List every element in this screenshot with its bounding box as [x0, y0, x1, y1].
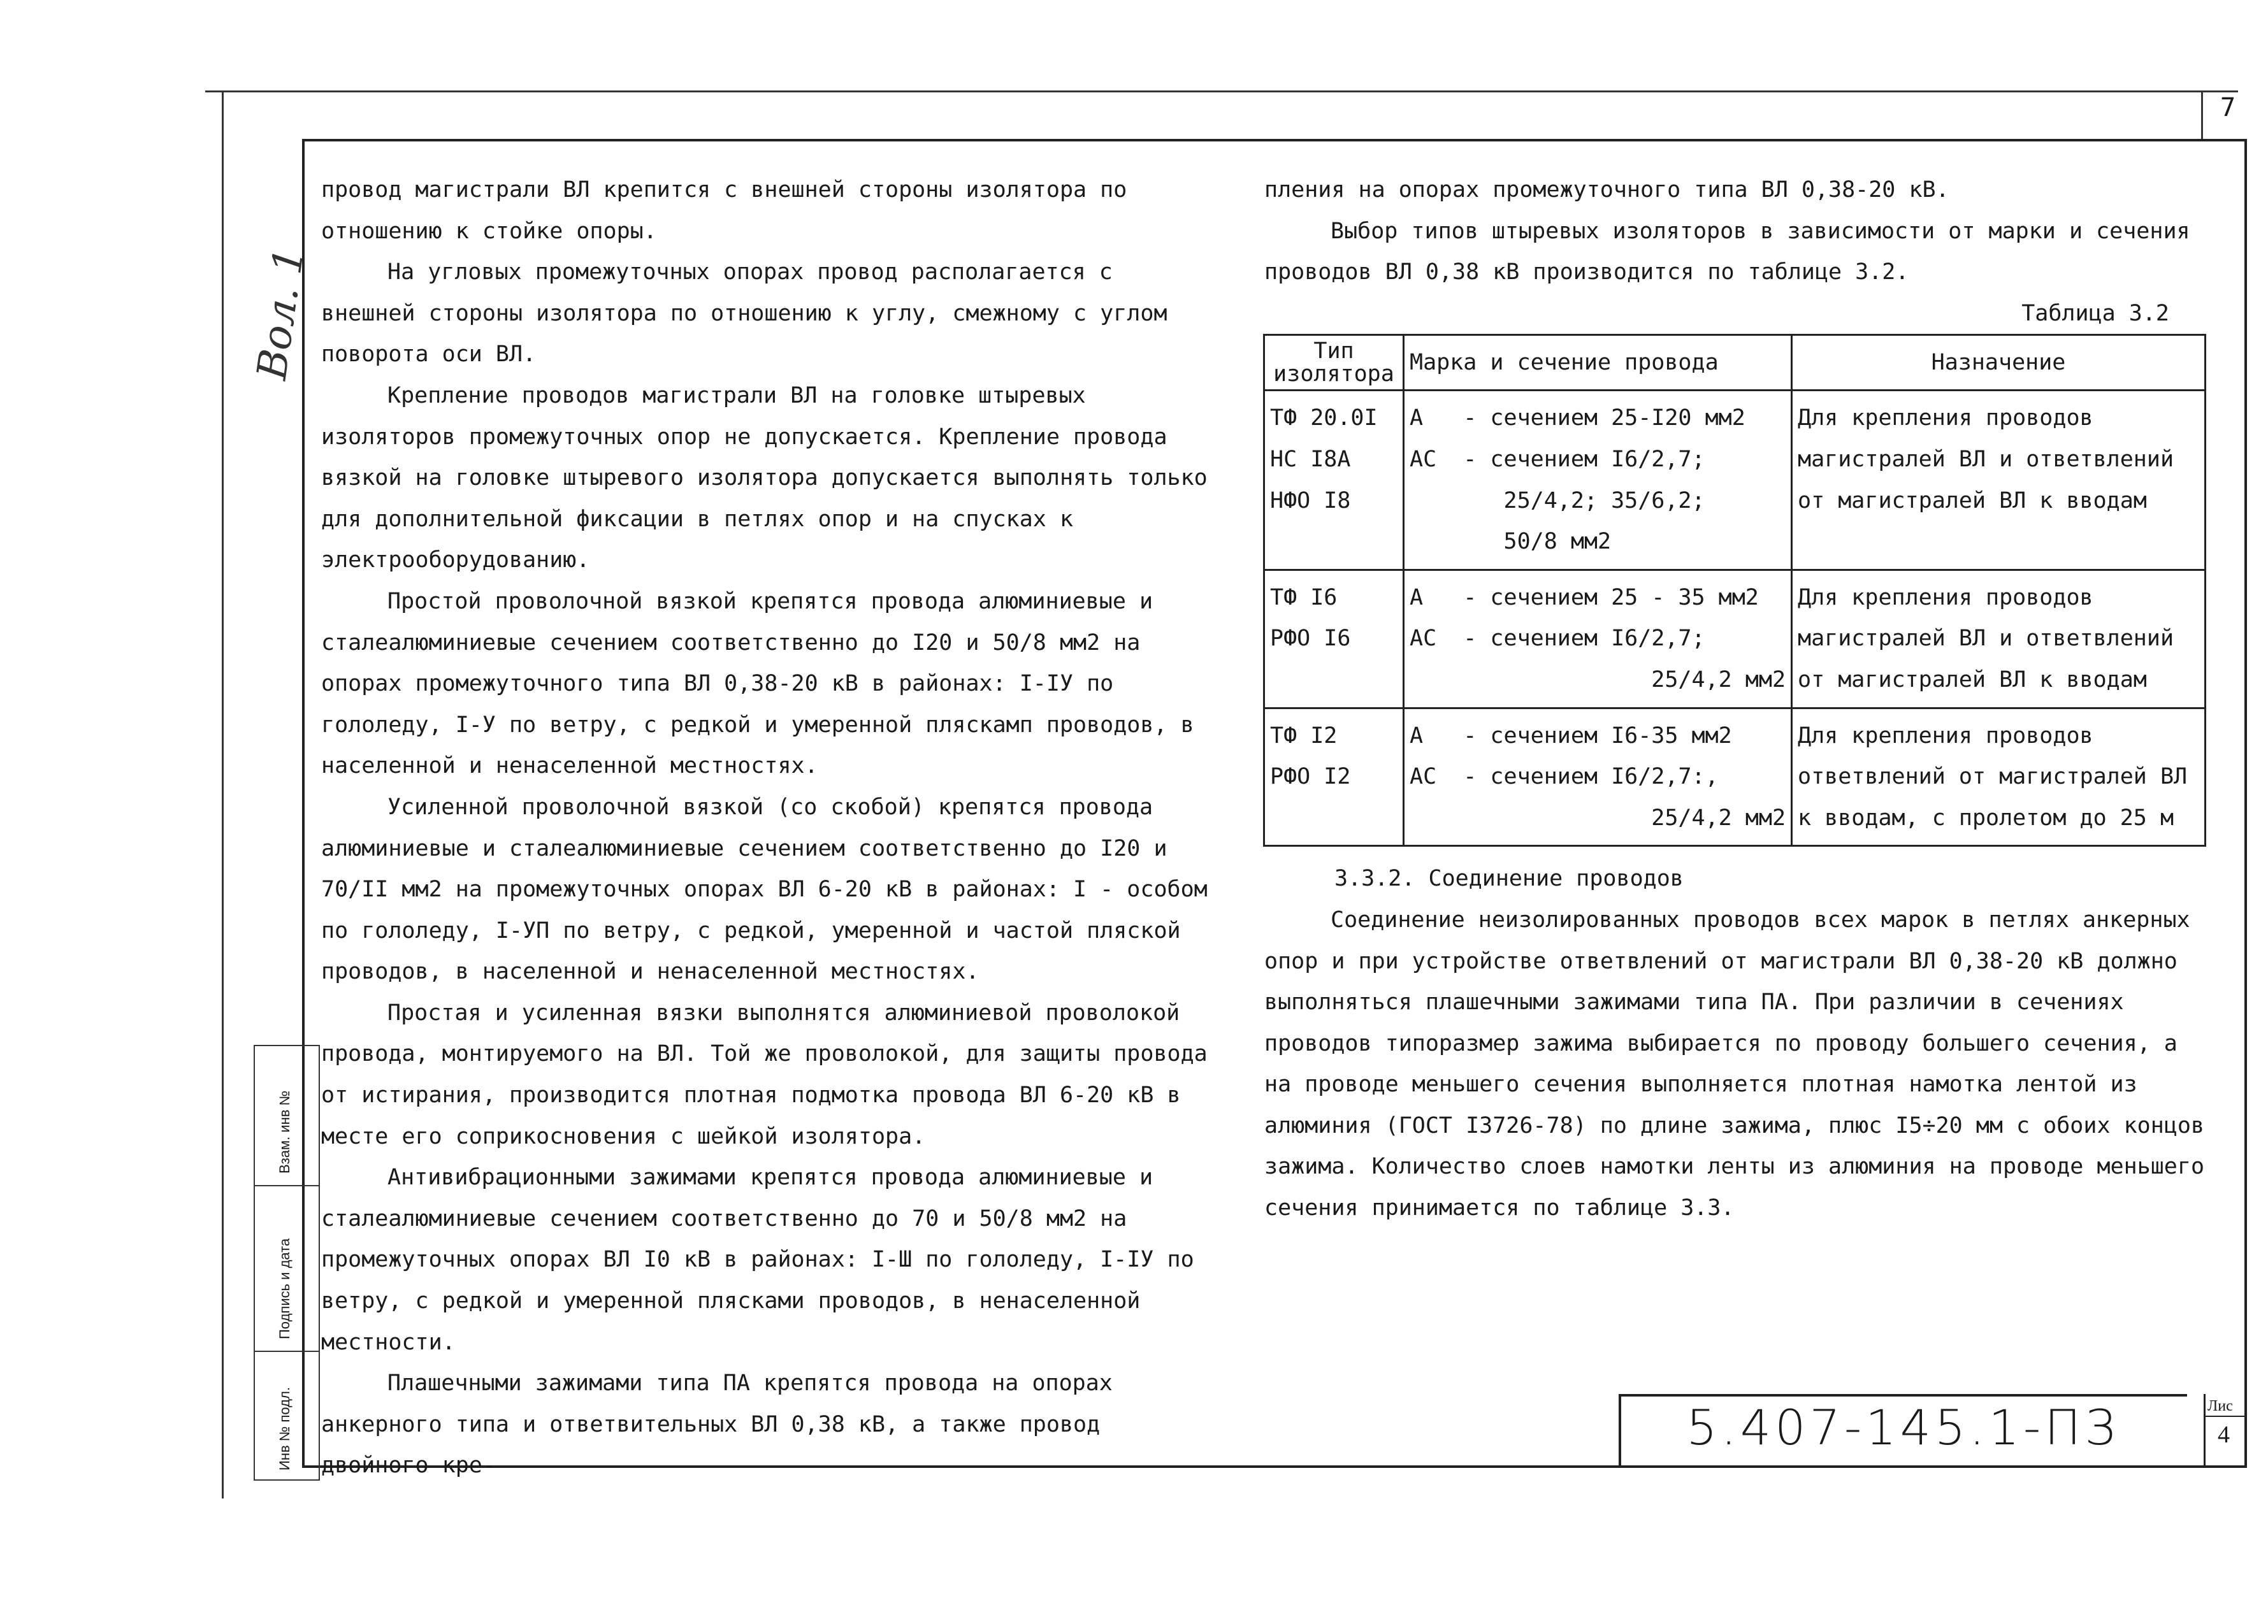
paragraph: Соединение неизолированных проводов всех марок в петлях анкерных опор и при устройстве ответвлений от магистрали ВЛ 0,38-20 кВ должно выполняться плашечными зажимами типа ПА. При различии в сечениях проводов типоразмер зажима выбирается по проводу большего сечения, а на проводе меньшего сечения выполняется плотная намотка лентой из алюминия (ГОСТ I3726-78) по длине зажима, плюс I5÷20 мм с обоих концов зажима. Количество слоев намотки ленты из алюминия на проводе меньшего сечения принимается по таблице 3.3.	[1264, 907, 2205, 1221]
paragraph: пления на опорах промежуточного типа ВЛ 0,38-20 кВ.	[1264, 177, 1949, 203]
table-header: Назначение	[1792, 335, 2206, 391]
side-stamp-label: Инв № подл.	[277, 1387, 293, 1470]
table-cell-type: ТФ I2 РФО I2	[1264, 708, 1404, 846]
table-header-row	[1264, 335, 2206, 391]
table-caption: Таблица 3.2	[2021, 300, 2169, 326]
paragraph: Простой проволочной вязкой крепятся провода алюминиевые и сталеалюминиевые сечением соответственно до I20 и 50/8 мм2 на опорах промежуточного типа ВЛ 0,38-20 кВ в районах: I-IУ по гололеду, I-У по ветру, с редкой и умеренной пляскамп проводов, в населенной и ненаселенной местностях.	[321, 588, 1194, 779]
sheet-label: Лис	[2207, 1398, 2233, 1414]
table-cell-purpose: Для крепления проводов ответвлений от магистралей ВЛ к вводам, с пролетом до 25 м	[1792, 708, 2206, 846]
sheet-box-divider	[2204, 1416, 2247, 1417]
page-number-box-divider	[2201, 90, 2203, 139]
paragraph: провод магистрали ВЛ крепится с внешней стороны изолятора по отношению к стойке опоры.	[321, 177, 1127, 244]
paragraph: Антивибрационными зажимами крепятся провода алюминиевые и сталеалюминиевые сечением соответственно до 70 и 50/8 мм2 на промежуточных опорах ВЛ I0 кВ в районах: I-Ш по гололеду, I-IУ по ветру, с редкой и умеренной плясками проводов, в ненаселенной местности.	[321, 1165, 1194, 1355]
table-header: Тип изолятора	[1264, 335, 1404, 391]
paragraph: Выбор типов штыревых изоляторов в зависимости от марки и сечения проводов ВЛ 0,38 кВ производится по таблице 3.2.	[1264, 218, 2190, 285]
side-stamp-label: Взам. инв №	[277, 1090, 293, 1174]
handwritten-note: Вол. 1	[249, 245, 314, 383]
section-title: 3.3.2. Соединение проводов	[1334, 866, 1684, 892]
side-stamp-label: Подпись и дата	[277, 1238, 293, 1339]
table-cell-mark: А - сечением 25-I20 мм2 АС - сечением I6/2,7; 25/4,2; 35/6,2; 50/8 мм2	[1404, 391, 1792, 570]
side-stamp-cell-replace	[255, 1046, 319, 1186]
document-code: 5.407-145.1-ПЗ	[1686, 1399, 2120, 1456]
table-cell-purpose: Для крепления проводов магистралей ВЛ и ответвлений от магистралей ВЛ к вводам	[1792, 391, 2206, 570]
sheet-number: 4	[2218, 1421, 2230, 1448]
right-text-column	[1264, 169, 2207, 1229]
side-stamp-cell-inventory	[255, 1352, 319, 1479]
table-row	[1264, 570, 2206, 708]
table-cell-mark: А - сечением I6-35 мм2 АС - сечением I6/2,7:, 25/4,2 мм2	[1404, 708, 1792, 846]
side-stamp-cell-signature	[255, 1186, 319, 1352]
table-cell-type: ТФ I6 РФО I6	[1264, 570, 1404, 708]
paragraph: Усиленной проволочной вязкой (со скобой) крепятся провода алюминиевые и сталеалюминиевые сечением соответственно до I20 и 70/II мм2 на промежуточных опорах ВЛ 6-20 кВ в районах: I - особом по гололеду, I-УП по ветру, с редкой, умеренной и частой пляской проводов, в населенной и ненаселенной местностях.	[321, 794, 1208, 985]
top-page-number: 7	[2220, 93, 2236, 122]
table-cell-type: ТФ 20.0I НС I8А НФО I8	[1264, 391, 1404, 570]
outer-top-line	[205, 90, 2238, 92]
insulator-table	[1263, 334, 2206, 847]
table-cell-purpose: Для крепления проводов магистралей ВЛ и ответвлений от магистралей ВЛ к вводам	[1792, 570, 2206, 708]
paragraph: Простая и усиленная вязки выполнятся алюминиевой проволокой провода, монтируемого на ВЛ. Той же проволокой, для защиты провода от истирания, производится плотная подмотка провода ВЛ 6-20 кВ в месте его соприкосновения с шейкой изолятора.	[321, 1000, 1208, 1149]
outer-left-line	[222, 90, 224, 1498]
left-text-column	[321, 169, 1213, 1486]
paragraph: Плашечными зажимами типа ПА крепятся провода на опорах анкерного типа и ответвительных ВЛ 0,38 кВ, а также провод двойного кре-	[321, 1370, 1113, 1479]
paragraph: На угловых промежуточных опорах провод располагается с внешней стороны изолятора по отношению к углу, смежному с углом поворота оси ВЛ.	[321, 259, 1167, 368]
side-stamp	[254, 1045, 320, 1481]
table-row	[1264, 708, 2206, 846]
table-header: Марка и сечение провода	[1404, 335, 1792, 391]
table-row	[1264, 391, 2206, 570]
paragraph: Крепление проводов магистрали ВЛ на головке штыревых изоляторов промежуточных опор не допускается. Крепление провода вязкой на головке штыревого изолятора допускается выполнять только для дополнительной фиксации в петлях опор и на спусках к электрооборудованию.	[321, 382, 1208, 573]
table-cell-mark: А - сечением 25 - 35 мм2 АС - сечением I6/2,7; 25/4,2 мм2	[1404, 570, 1792, 708]
